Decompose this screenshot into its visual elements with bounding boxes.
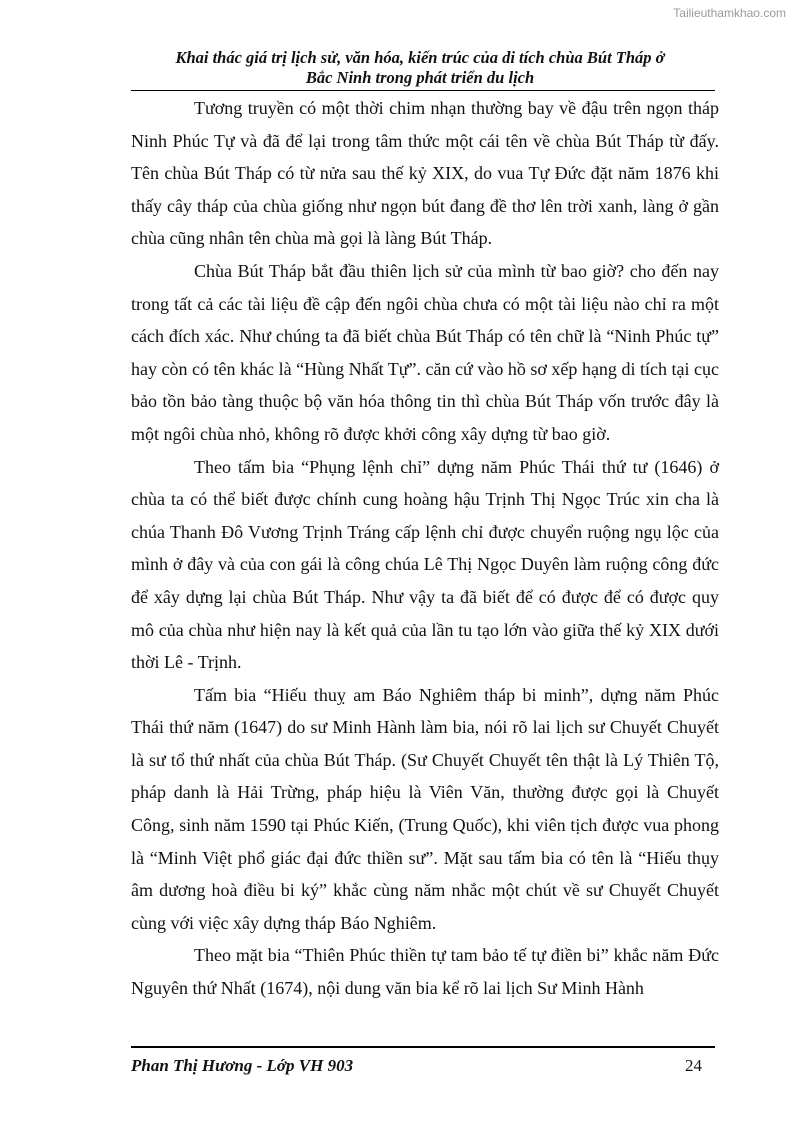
body-text <box>131 92 719 1005</box>
footer-divider <box>131 1046 715 1048</box>
paragraph: Tương truyền có một thời chim nhạn thường bay về đậu trên ngọn tháp Ninh Phúc Tự và đã để lại trong tâm thức một cái tên về chùa Bút Tháp từ đấy. Tên chùa Bút Tháp có từ nửa sau thế kỷ XIX, do vua Tự Đức đặt năm 1876 khi thấy cây tháp của chùa giống như ngọn bút đang đề thơ lên trời xanh, làng ở gần chùa cũng nhân tên chùa mà gọi là làng Bút Tháp. <box>131 98 719 249</box>
paragraph: Theo mặt bia “Thiên Phúc thiền tự tam bảo tế tự điền bi” khắc năm Đức Nguyên thứ Nhất (1674), nội dung văn bia kể rõ lai lịch Sư Minh Hành <box>131 945 719 999</box>
page-number: 24 <box>685 1056 702 1075</box>
header-line-1: Khai thác giá trị lịch sử, văn hóa, kiến trúc của di tích chùa Bút Tháp ở <box>175 48 665 67</box>
paragraph: Tấm bia “Hiếu thuỵ am Báo Nghiêm tháp bi minh”, dựng năm Phúc Thái thứ năm (1647) do sư Minh Hành làm bia, nói rõ lai lịch sư Chuyết Chuyết là sư tổ thứ nhất của chùa Bút Tháp. (Sư Chuyết Chuyết tên thật là Lý Thiên Tộ, pháp danh là Hải Trừng, pháp hiệu là Viên Văn, thường được gọi là Chuyết Công, sinh năm 1590 tại Phúc Kiến, (Trung Quốc), khi viên tịch được vua phong là “Minh Việt phổ giác đại đức thiền sư”. Mặt sau tấm bia có tên là “Hiếu thụy âm dương hoà điều bi ký” khắc cùng năm nhắc một chút về sư Chuyết Chuyết cùng với việc xây dựng tháp Báo Nghiêm. <box>131 684 719 933</box>
paragraph: Chùa Bút Tháp bắt đầu thiên lịch sử của mình từ bao giờ? cho đến nay trong tất cả các tài liệu đề cập đến ngôi chùa chưa có một tài liệu nào chỉ ra một cách đích xác. Như chúng ta đã biết chùa Bút Tháp có tên chữ là “Ninh Phúc tự” hay còn có tên khác là “Hùng Nhất Tự”. căn cứ vào hồ sơ xếp hạng di tích tại cục bảo tồn bảo tàng thuộc bộ văn hóa thông tin thì chùa Bút Tháp vốn trước đây là một ngôi chùa nhỏ, không rõ được khởi công xây dựng từ bao giờ. <box>131 260 719 444</box>
header-line-2: Bắc Ninh trong phát triển du lịch <box>305 68 535 87</box>
header-divider <box>131 90 715 91</box>
footer-author: Phan Thị Hương - Lớp VH 903 <box>131 1056 354 1075</box>
running-header <box>120 48 720 88</box>
watermark: Tailieuthamkhao.com <box>673 6 786 20</box>
paragraph: Theo tấm bia “Phụng lệnh chỉ” dựng năm Phúc Thái thứ tư (1646) ở chùa ta có thể biết được chính cung hoàng hậu Trịnh Thị Ngọc Trúc xin cha là chúa Thanh Đô Vương Trịnh Tráng cấp lệnh chỉ được chuyển ruộng ngụ lộc của mình ở đây và của con gái là công chúa Lê Thị Ngọc Duyên làm ruộng công đức để xây dựng lại chùa Bút Tháp. Như vậy ta đã biết để có được để có được quy mô của chùa như hiện nay là kết quả của lần tu tạo lớn vào giữa thế kỷ XIX dưới thời Lê - Trịnh. <box>131 456 719 673</box>
